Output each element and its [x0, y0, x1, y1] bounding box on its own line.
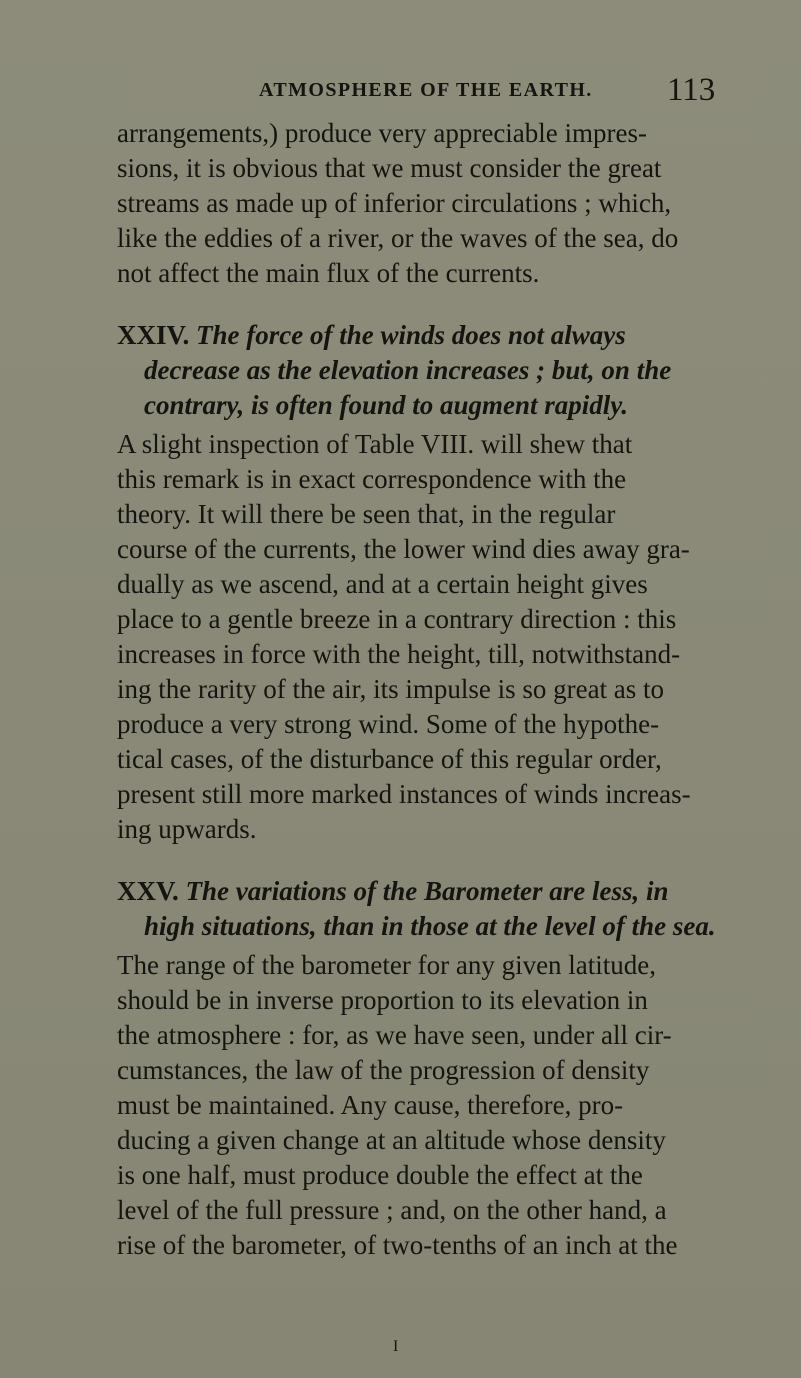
signature-mark: I	[393, 1338, 399, 1355]
text-line: increases in force with the height, till, notwithstand-	[117, 639, 681, 669]
text-line: The range of the barometer for any given latitude,	[117, 950, 657, 980]
section-number: XXV.	[117, 876, 179, 906]
text-line: ing upwards.	[117, 814, 257, 844]
section-heading-xxiv	[117, 318, 743, 423]
text-line: place to a gentle breeze in a contrary direction : this	[117, 604, 677, 634]
text-line: not affect the main flux of the currents.	[117, 258, 540, 288]
page-number: 113	[667, 72, 716, 108]
text-line: ducing a given change at an altitude whose density	[117, 1125, 666, 1155]
heading-line: contrary, is often found to augment rapidly.	[144, 390, 629, 420]
text-line: streams as made up of inferior circulations ; which,	[117, 188, 672, 218]
text-line: must be maintained. Any cause, therefore, pro-	[117, 1090, 624, 1120]
text-line: the atmosphere : for, as we have seen, under all cir-	[117, 1020, 672, 1050]
heading-line: high situations, than in those at the level of the sea.	[144, 911, 716, 941]
text-line: arrangements,) produce very appreciable impres-	[117, 118, 647, 148]
text-line: should be in inverse proportion to its elevation in	[117, 985, 648, 1015]
text-line: theory. It will there be seen that, in the regular	[117, 499, 616, 529]
text-line: cumstances, the law of the progression of density	[117, 1055, 650, 1085]
text-line: this remark is in exact correspondence with the	[117, 464, 627, 494]
text-line: level of the full pressure ; and, on the other hand, a	[117, 1195, 667, 1225]
text-line: rise of the barometer, of two-tenths of an inch at the	[117, 1230, 678, 1260]
text-line: like the eddies of a river, or the waves of the sea, do	[117, 223, 679, 253]
text-line: A slight inspection of Table VIII. will shew that	[117, 429, 633, 459]
text-line: is one half, must produce double the effect at the	[117, 1160, 643, 1190]
body-text	[117, 116, 743, 1263]
text-line: dually as we ascend, and at a certain height gives	[117, 569, 648, 599]
text-line: sions, it is obvious that we must consider the great	[117, 153, 662, 183]
running-title: ATMOSPHERE OF THE EARTH.	[259, 79, 593, 101]
section-heading-xxv	[117, 874, 743, 944]
heading-line	[117, 874, 743, 909]
text-line: present still more marked instances of winds increas-	[117, 779, 691, 809]
paragraph-xxv	[117, 948, 743, 1263]
section-number: XXIV.	[117, 320, 190, 350]
heading-line: decrease as the elevation increases ; but, on the	[144, 355, 672, 385]
heading-text: The force of the winds does not always	[196, 320, 626, 350]
text-line: ing the rarity of the air, its impulse is so great as to	[117, 674, 665, 704]
text-line: course of the currents, the lower wind dies away gra-	[117, 534, 690, 564]
paragraph-xxiv	[117, 427, 743, 847]
heading-text: The variations of the Barometer are less, in	[185, 876, 669, 906]
text-line: produce a very strong wind. Some of the hypothe-	[117, 709, 660, 739]
text-line: tical cases, of the disturbance of this regular order,	[117, 744, 662, 774]
heading-line	[117, 318, 743, 353]
paragraph-continuation	[117, 116, 743, 291]
